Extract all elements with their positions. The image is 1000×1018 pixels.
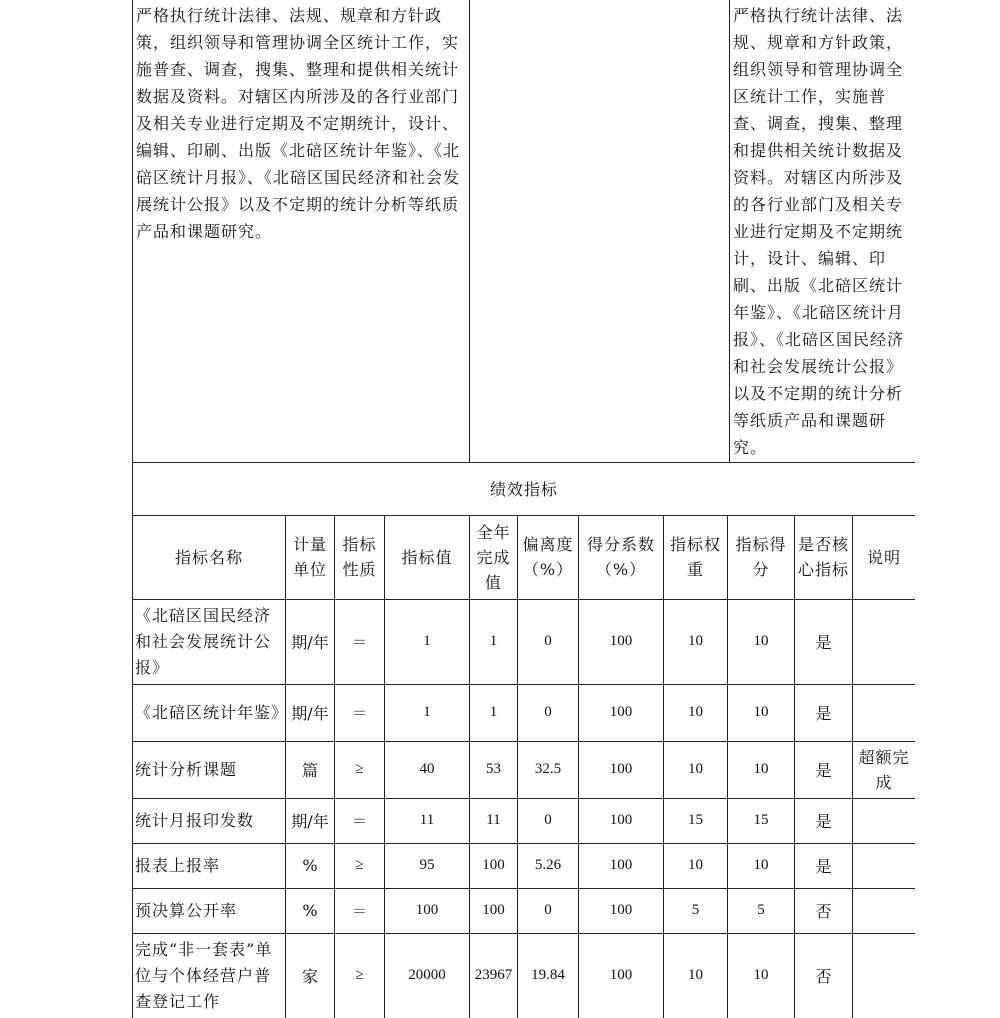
table-row [133,933,916,1018]
row-core: 否 [795,933,853,1018]
row-actual: 53 [470,741,518,798]
row-nature: ＝ [335,684,385,741]
row-target: 1 [385,684,470,741]
row-target: 1 [385,599,470,684]
row-score: 10 [728,684,795,741]
table-row [133,888,916,933]
row-unit: 家 [286,933,335,1018]
row-core: 是 [795,684,853,741]
row-unit: % [286,888,335,933]
header-coef: 得分系数（%） [579,515,664,599]
header-unit: 计量单位 [286,515,335,599]
header-note: 说明 [853,515,916,599]
row-score: 10 [728,933,795,1018]
row-note [853,843,916,888]
description-right: 严格执行统计法律、法规、规章和方针政策，组织领导和管理协调全区统计工作，实施普查、调查，搜集、整理和提供相关统计数据及资料。对辖区内所涉及的各行业部门及相关专业进行定期及不定期统计，设计、编辑、印刷、出版《北碚区统计年鉴》、《北碚区统计月报》、《北碚区国民经济和社会发展统计公报》以及不定期的统计分析等纸质产品和课题研究。 [730,0,916,462]
header-weight: 指标权重 [664,515,728,599]
row-coef: 100 [579,599,664,684]
row-deviation: 0 [518,684,579,741]
header-target: 指标值 [385,515,470,599]
row-core: 是 [795,599,853,684]
header-row [133,515,916,599]
row-nature: ≥ [335,933,385,1018]
row-actual: 1 [470,599,518,684]
table-row [133,843,916,888]
row-score: 10 [728,599,795,684]
header-name: 指标名称 [133,515,286,599]
row-coef: 100 [579,798,664,843]
row-note: 超额完成 [853,741,916,798]
row-nature: ＝ [335,599,385,684]
header-nature: 指标性质 [335,515,385,599]
header-score: 指标得分 [728,515,795,599]
row-weight: 5 [664,888,728,933]
row-nature: ≥ [335,741,385,798]
header-actual: 全年完成值 [470,515,518,599]
row-unit: 期/年 [286,798,335,843]
row-unit: 期/年 [286,684,335,741]
table-row [133,798,916,843]
row-core: 是 [795,798,853,843]
row-target: 11 [385,798,470,843]
table-row [133,741,916,798]
row-coef: 100 [579,933,664,1018]
row-score: 10 [728,741,795,798]
row-score: 15 [728,798,795,843]
row-name: 预决算公开率 [133,888,286,933]
row-actual: 100 [470,888,518,933]
row-name: 统计月报印发数 [133,798,286,843]
row-target: 40 [385,741,470,798]
row-unit: 篇 [286,741,335,798]
row-actual: 100 [470,843,518,888]
row-core: 是 [795,741,853,798]
row-name: 报表上报率 [133,843,286,888]
row-weight: 10 [664,843,728,888]
row-nature: ≥ [335,843,385,888]
row-nature: ＝ [335,888,385,933]
description-left: 严格执行统计法律、法规、规章和方针政策，组织领导和管理协调全区统计工作，实施普查、调查，搜集、整理和提供相关统计数据及资料。对辖区内所涉及的各行业部门及相关专业进行定期及不定期统计，设计、编辑、印刷、出版《北碚区统计年鉴》、《北碚区统计月报》、《北碚区国民经济和社会发展统计公报》以及不定期的统计分析等纸质产品和课题研究。 [133,0,470,462]
row-actual: 1 [470,684,518,741]
row-weight: 10 [664,741,728,798]
row-deviation: 32.5 [518,741,579,798]
indicator-table [132,463,915,1018]
row-unit: 期/年 [286,599,335,684]
section-title: 绩效指标 [133,463,916,516]
row-note [853,798,916,843]
row-coef: 100 [579,741,664,798]
row-target: 95 [385,843,470,888]
row-deviation: 19.84 [518,933,579,1018]
row-nature: ＝ [335,798,385,843]
performance-sheet [132,0,915,1018]
header-core: 是否核心指标 [795,515,853,599]
row-weight: 10 [664,599,728,684]
row-coef: 100 [579,843,664,888]
row-coef: 100 [579,888,664,933]
row-name: 统计分析课题 [133,741,286,798]
row-deviation: 0 [518,798,579,843]
row-note [853,684,916,741]
row-actual: 11 [470,798,518,843]
row-target: 100 [385,888,470,933]
row-note [853,888,916,933]
row-score: 10 [728,843,795,888]
row-actual: 23967 [470,933,518,1018]
description-table [132,0,915,463]
row-core: 否 [795,888,853,933]
row-score: 5 [728,888,795,933]
header-deviation: 偏离度（%） [518,515,579,599]
row-name: 完成“非一套表”单位与个体经营户普查登记工作 [133,933,286,1018]
row-note [853,599,916,684]
table-row [133,599,916,684]
row-name: 《北碚区统计年鉴》 [133,684,286,741]
row-name: 《北碚区国民经济和社会发展统计公报》 [133,599,286,684]
row-weight: 15 [664,798,728,843]
description-middle [470,0,730,462]
row-note [853,933,916,1018]
row-weight: 10 [664,684,728,741]
row-weight: 10 [664,933,728,1018]
row-core: 是 [795,843,853,888]
row-target: 20000 [385,933,470,1018]
row-deviation: 0 [518,599,579,684]
row-deviation: 0 [518,888,579,933]
row-coef: 100 [579,684,664,741]
row-unit: % [286,843,335,888]
row-deviation: 5.26 [518,843,579,888]
table-row [133,684,916,741]
